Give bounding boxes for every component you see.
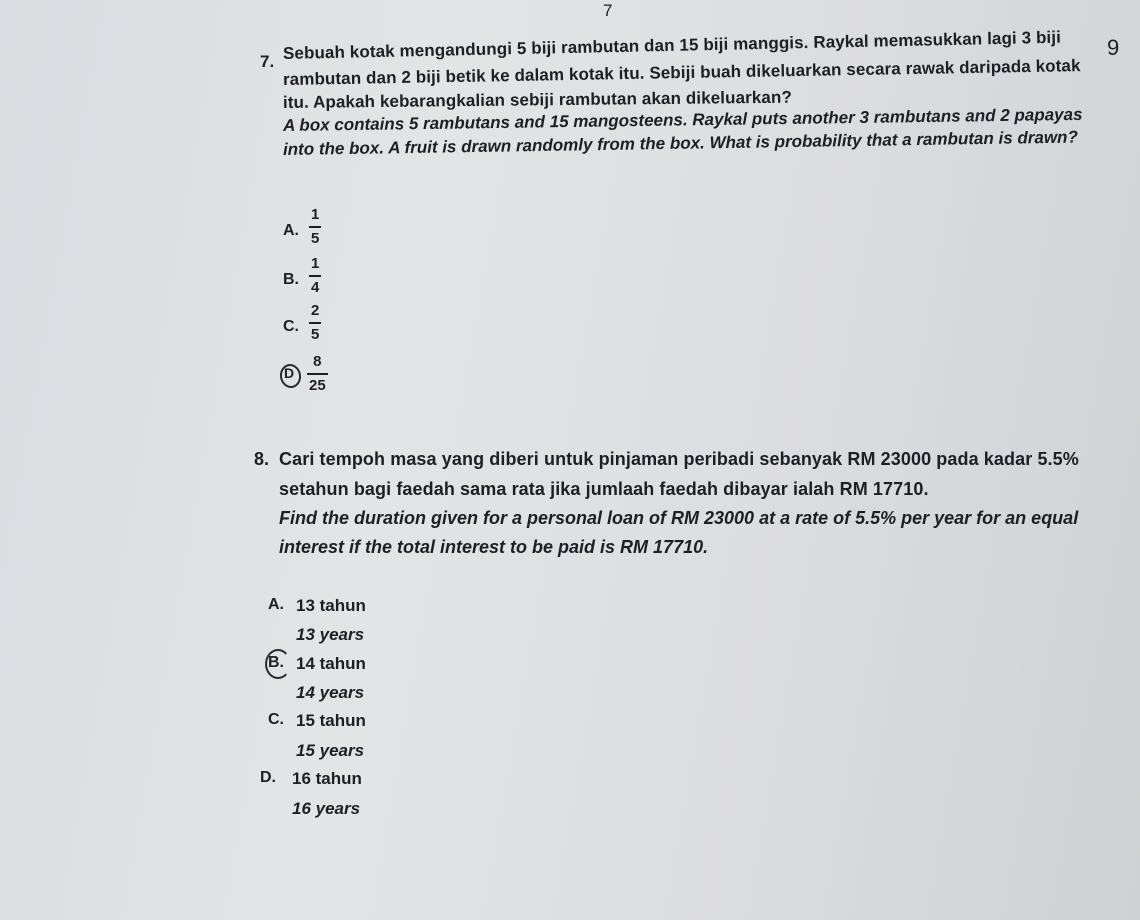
q8-option-b-english: 14 years — [296, 683, 365, 702]
q7-option-a-numerator: 1 — [311, 206, 320, 223]
q8-malay-line-1: Cari tempoh masa yang diberi untuk pinjaman peribadi sebanyak RM 23000 pada kadar 5.5% — [279, 449, 1079, 469]
q7-option-c-denominator: 5 — [311, 326, 320, 343]
q8-option-c-letter: C. — [268, 711, 284, 728]
q7-option-b-letter: B. — [283, 271, 299, 288]
q7-option-c-letter: C. — [283, 318, 299, 335]
q7-malay-line-1: Sebuah kotak mengandungi 5 biji rambutan dan 15 biji manggis. Raykal memasukkan lagi 3 biji — [282, 27, 1062, 63]
q7-option-d-letter: D — [284, 365, 295, 381]
q7-option-c-fraction — [309, 303, 321, 343]
q8-english-line-1: Find the duration given for a personal loan of RM 23000 at a rate of 5.5% per year for an equal — [279, 508, 1079, 528]
q8-option-b-letter: B. — [268, 654, 284, 671]
q7-option-d-fraction — [307, 354, 328, 394]
q7-option-a-letter: A. — [283, 222, 299, 239]
question-8-number: 8. — [254, 449, 270, 469]
side-number: 9 — [1107, 35, 1120, 60]
q8-option-a-letter: A. — [268, 596, 284, 613]
q7-malay-line-3: itu. Apakah kebarangkalian sebiji rambutan akan dikeluarkan? — [282, 87, 793, 112]
fraction-bar — [309, 226, 321, 228]
q7-english-line-2: into the box. A fruit is drawn randomly from the box. What is probability that a rambutan is drawn? — [282, 127, 1079, 159]
q7-option-d-numerator: 8 — [313, 353, 322, 370]
q8-option-a-malay: 13 tahun — [296, 596, 366, 615]
page-number: 7 — [603, 1, 613, 20]
q8-option-b-malay: 14 tahun — [296, 654, 366, 673]
q8-malay-line-2: setahun bagi faedah sama rata jika jumlaah faedah dibayar ialah RM 17710. — [279, 479, 929, 499]
q7-option-b-numerator: 1 — [311, 255, 320, 272]
q7-malay-line-2: rambutan dan 2 biji betik ke dalam kotak itu. Sebiji buah dikeluarkan secara rawak daripada kotak — [282, 56, 1081, 89]
q7-option-d-denominator: 25 — [309, 377, 326, 394]
q8-english-line-2: interest if the total interest to be paid is RM 17710. — [279, 537, 709, 557]
q8-option-d-malay: 16 tahun — [292, 769, 362, 788]
q8-option-c-malay: 15 tahun — [296, 711, 366, 730]
q8-option-d-english: 16 years — [292, 799, 361, 818]
q7-option-b-denominator: 4 — [311, 279, 320, 296]
fraction-bar — [309, 275, 321, 277]
question-7-number: 7. — [260, 52, 275, 71]
q8-option-c-english: 15 years — [296, 741, 365, 760]
q7-option-b-fraction — [309, 256, 321, 296]
fraction-bar — [307, 373, 328, 375]
fraction-bar — [309, 322, 321, 324]
q7-option-c-numerator: 2 — [311, 302, 320, 319]
q7-english-line-1: A box contains 5 rambutans and 15 mangosteens. Raykal puts another 3 rambutans and 2 papayas — [282, 104, 1083, 135]
q7-option-a-fraction — [309, 207, 321, 247]
q8-option-d-letter: D. — [260, 769, 276, 786]
q7-option-a-denominator: 5 — [311, 230, 320, 247]
q8-option-a-english: 13 years — [296, 625, 365, 644]
